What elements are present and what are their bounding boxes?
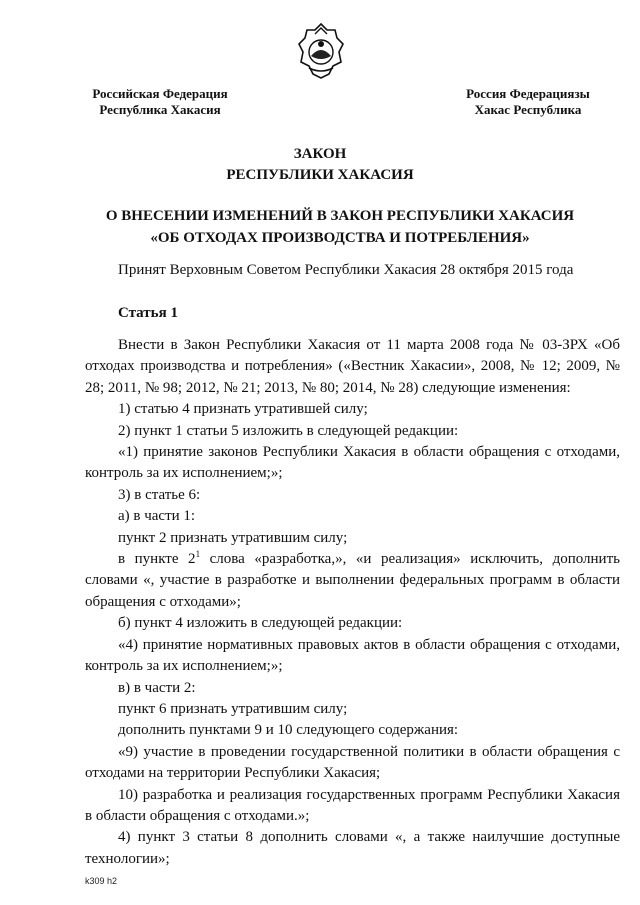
paragraph-item — [85, 549, 620, 613]
paragraph-intro: Внести в Закон Республики Хакасия от 11 марта 2008 года № 03-ЗРХ «Об отходах производства и потребления» («Вестник Хакасии», 2008, № 12; 2009, № 28; 2011, № 98; 2012, № 21; 2013, № 80; 2014, № 28) следующие изменения: — [85, 337, 620, 396]
paragraph-item: 1) статью 4 признать утратившей силу; — [118, 401, 368, 418]
document-code: k309 h2 — [85, 876, 118, 886]
adoption-statement: Принят Верховным Советом Республики Хакасия 28 октября 2015 года — [118, 262, 574, 278]
paragraph-item: пункт 2 признать утратившим силу; — [118, 529, 348, 546]
coat-of-arms-emblem — [297, 22, 345, 80]
paragraph-item: в) в части 2: — [118, 679, 196, 696]
paragraph-item: дополнить пунктами 9 и 10 следующего содержания: — [118, 722, 459, 739]
paragraph-item: б) пункт 4 изложить в следующей редакции: — [118, 615, 403, 632]
paragraph-item: 3) в статье 6: — [118, 486, 201, 503]
article-body — [85, 335, 620, 870]
paragraph-item: «4) принятие нормативных правовых актов в области обращения с отходами, контроль за их исполнением;»; — [85, 636, 620, 675]
paragraph-item-rest: слова «разработка,», «и реализация» исключить, дополнить словами «, участие в разработке и выполнении федеральных программ в области обращения с отходами»; — [85, 551, 620, 610]
paragraph-item: 2) пункт 1 статьи 5 изложить в следующей редакции: — [118, 422, 459, 439]
law-subject-line2: «ОБ ОТХОДАХ ПРОИЗВОДСТВА И ПОТРЕБЛЕНИЯ» — [150, 230, 530, 246]
header-left — [80, 86, 240, 118]
superscript-index: 1 — [195, 549, 201, 560]
header-right — [448, 86, 608, 118]
header-left-country: Российская Федерация — [92, 86, 228, 101]
paragraph-item: 10) разработка и реализация государственных программ Республики Хакасия в области обращения с отходами.»; — [85, 786, 620, 824]
paragraph-item: а) в части 1: — [118, 508, 196, 525]
law-title: ЗАКОН — [293, 146, 347, 162]
header-left-republic: Республика Хакасия — [99, 102, 221, 117]
header-right-country: Россия Федерациязы — [466, 86, 590, 101]
paragraph-item: пункт 6 признать утратившим силу; — [118, 700, 348, 717]
law-subject-line1: О ВНЕСЕНИИ ИЗМЕНЕНИЙ В ЗАКОН РЕСПУБЛИКИ ХАКАСИЯ — [105, 208, 575, 224]
paragraph-item: 4) пункт 3 статьи 8 дополнить словами «, а также наилучшие доступные технологии»; — [85, 829, 620, 867]
law-title-republic: РЕСПУБЛИКИ ХАКАСИЯ — [226, 167, 414, 183]
article-heading: Статья 1 — [118, 305, 178, 321]
paragraph-item: «1) принятие законов Республики Хакасия в области обращения с отходами, контроль за их исполнением;»; — [85, 444, 620, 482]
paragraph-item: «9) участие в проведении государственной политики в области обращения с отходами на территории Республики Хакасия; — [85, 743, 620, 782]
header-right-republic: Хакас Республика — [474, 102, 582, 117]
paragraph-item-start: в пункте 2 — [118, 551, 196, 568]
